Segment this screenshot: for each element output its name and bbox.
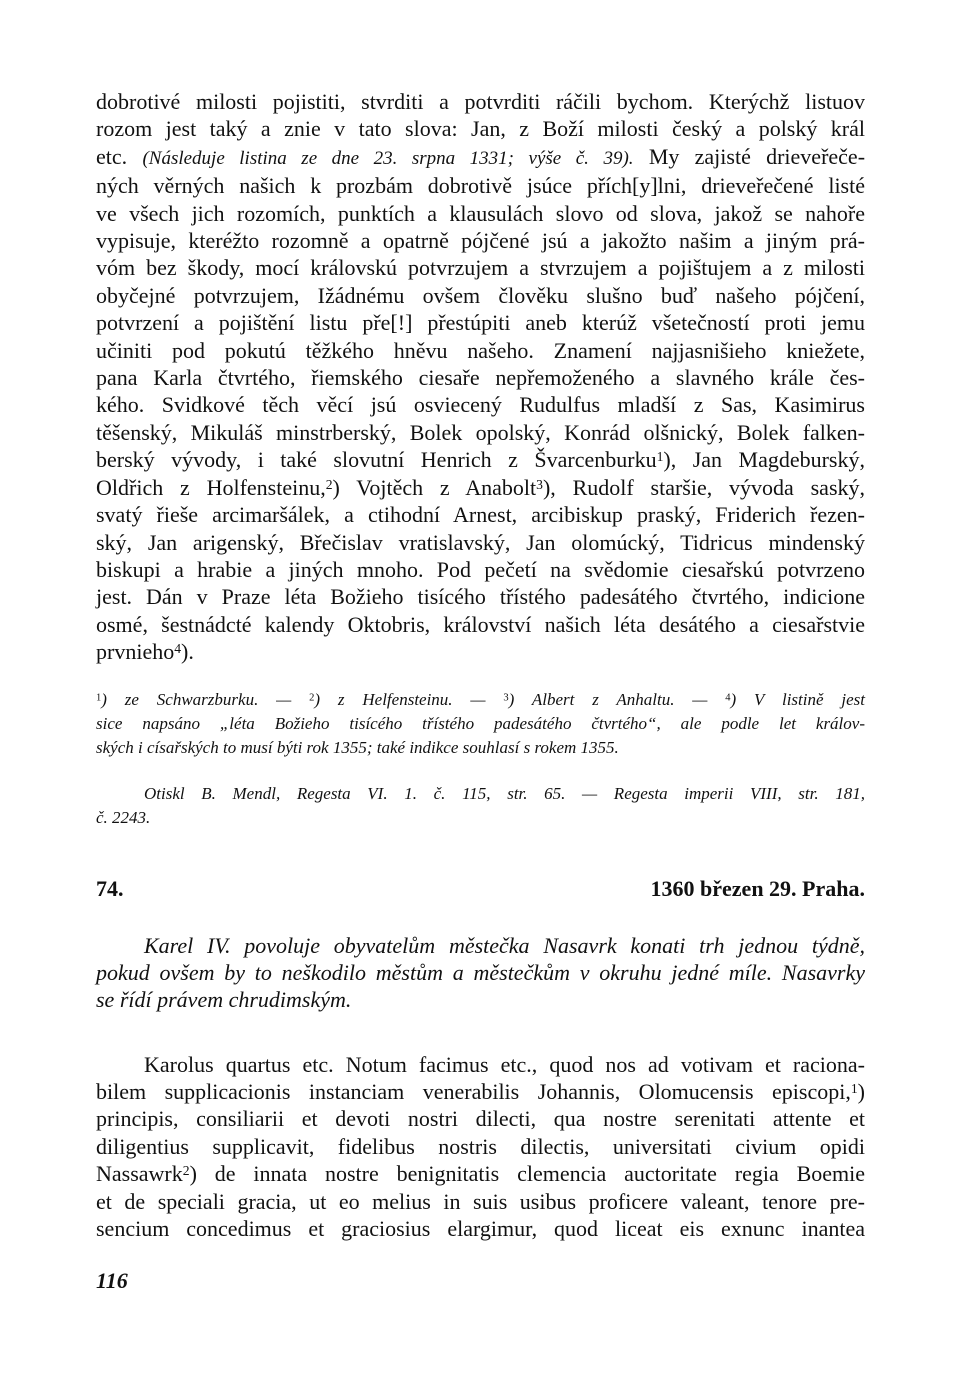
regest-line: pokud ovšem by to neškodilo městům a městečkům v okruhu jedné míle. Nasavrky bbox=[96, 959, 865, 985]
previous-charter-text bbox=[96, 88, 865, 666]
text-line: Karolus quartus etc. Notum facimus etc., quod nos ad votivam et raciona- bbox=[144, 1051, 865, 1077]
footnotes bbox=[96, 688, 865, 760]
text-line: etc. (Následuje listina ze dne 23. srpna 1331; výše č. 39). My zajisté drieveřeče- bbox=[96, 143, 866, 169]
text-line: bilem supplicacionis instanciam venerabilis Johannis, Olomucensis episcopi,$^1$) bbox=[96, 1078, 865, 1104]
text-line: rozom jest taký a znie v tato slova: Jan, z Boží milosti český a polský král bbox=[96, 116, 865, 142]
text-line: biskupi a hrabie a jiných mnoho. Pod pečetí na svědomie ciesařskú potvrzeno bbox=[96, 556, 865, 582]
regest-line: Karel IV. povoluje obyvatelům městečka Nasavrk konati trh jednou týdně, bbox=[144, 932, 865, 958]
charter-number: 74. bbox=[96, 875, 124, 901]
editorial-note: (Následuje listina ze dne 23. srpna 1331; výše č. 39). bbox=[142, 147, 634, 169]
source-note-line: č. 2243. bbox=[96, 807, 151, 827]
text-line: principis, consiliarii et devoti nostri dilecti, qua nostre serenitati attente et bbox=[96, 1106, 865, 1132]
footnote-mark: 2 bbox=[182, 1163, 190, 1179]
footnote-mark: 2 bbox=[325, 476, 333, 492]
charter-regest bbox=[96, 932, 865, 1013]
text-line: Oldřich z Holfensteinu,$^2$) Vojtěch z Anabolt$^3$), Rudolf staršie, vývoda saský, bbox=[96, 474, 866, 500]
page-number: 116 bbox=[96, 1268, 128, 1293]
text-line: sencium concedimus et graciosius elargimur, quod liceat eis exnunc inantea bbox=[96, 1215, 865, 1241]
text-line: vypisuje, kteréžto rozomně a opatrně pójčené jsú a jakožto našim a jiným prá- bbox=[96, 228, 865, 254]
footnote-mark: 1 bbox=[850, 1080, 858, 1096]
text-line: těšenský, Mikuláš minstrberský, Bolek opolský, Konrád olšnický, Bolek falken- bbox=[96, 419, 865, 445]
text-line: vóm bez škody, mocí královskú potvrzujem a stvrzujem a pojištujem a z milosti bbox=[96, 255, 865, 281]
footnote-mark: 1 bbox=[656, 449, 664, 465]
text-line: ský, Jan arigenský, Břečislav vratislavský, Jan olomúcký, Tidricus mindenský bbox=[96, 529, 865, 555]
page-content bbox=[96, 88, 865, 1242]
text-line: et de speciali gracia, ut eo melius in suis usibus proficere valeant, tenore pre- bbox=[96, 1188, 865, 1214]
source-note-line: Otiskl B. Mendl, Regesta VI. 1. č. 115, str. 65. — Regesta imperii VIII, str. 181, bbox=[144, 783, 865, 803]
charter-text bbox=[96, 1051, 865, 1243]
source-note bbox=[96, 782, 865, 806]
text-line: prvnieho$^4$). bbox=[96, 639, 194, 665]
footnote-mark: 3 bbox=[536, 476, 543, 492]
text-line: diligentius supplicavit, fidelibus nostris dilectis, universitati civium opidi bbox=[96, 1133, 865, 1159]
charter-date-place: 1360 březen 29. Praha. bbox=[650, 875, 865, 901]
footnote-line: $^1$) ze Schwarzburku. — $^2$) z Helfensteinu. — $^3$) Albert z Anhaltu. — $^4$) V listině jest bbox=[96, 689, 865, 709]
text-line: osmé, šestnádcté kalendy Oktobris, království našich léta desátého a ciesařstvie bbox=[96, 611, 865, 637]
text-line: potvrzení a pojištění listu pře[!] přestúpiti aneb kterúž všetečností proti jemu bbox=[96, 310, 865, 336]
charter-header bbox=[96, 876, 865, 902]
footnote-mark: 4 bbox=[174, 641, 182, 656]
text-line: Nassawrk$^2$) de innata nostre benignitatis clemencia auctoritate regia Boemie bbox=[96, 1161, 865, 1187]
text-line: ných věrných našich k prozbám dobrotivě jsúce přích[y]lni, drieveřečené listé bbox=[96, 173, 865, 199]
footnote-line: ských i císařských to musí býti rok 1355; také indikce souhlasí s rokem 1355. bbox=[96, 737, 619, 757]
footnote-line: sice napsáno „léta Božieho tisícého třístého padesátého čtvrtého“, ale podle let králov- bbox=[96, 713, 865, 733]
text-line: ve všech jich rozomích, punktích a klausulách slovo od slova, jakož se nahoře bbox=[96, 200, 865, 226]
source-note-cont bbox=[96, 806, 865, 830]
text-line: kého. Svidkové těch věcí jsú osviecený Rudulfus mladší z Sas, Kasimirus bbox=[96, 392, 865, 418]
text-line: obyčejné potvrzujem, Ižádnému ovšem člověku slušno buď našeho pójčení, bbox=[96, 282, 865, 308]
text-line: pana Karla čtvrtého, řiemského ciesaře nepřemoženého a slavného krále čes- bbox=[96, 365, 865, 391]
text-line: dobrotivé milosti pojistiti, stvrditi a potvrditi ráčili bychom. Kterýchž listuov bbox=[96, 89, 865, 114]
text-line: berský vývody, i také slovutní Henrich z Švarcenburku$^1$), Jan Magdeburský, bbox=[96, 447, 865, 473]
regest-line: se řídí právem chrudimským. bbox=[96, 986, 352, 1012]
text-line: jest. Dán v Praze léta Božieho tisícého třístého padesátého čtvrtého, indicione bbox=[96, 584, 865, 610]
text-line: učiniti pod pokutú těžkého hněvu našeho. Znamení najjasnišieho kniežete, bbox=[96, 337, 865, 363]
text-line: svatý řieše arcimaršálek, a ctihodní Arnest, arcibiskup praský, Friderich řezen- bbox=[96, 502, 865, 528]
